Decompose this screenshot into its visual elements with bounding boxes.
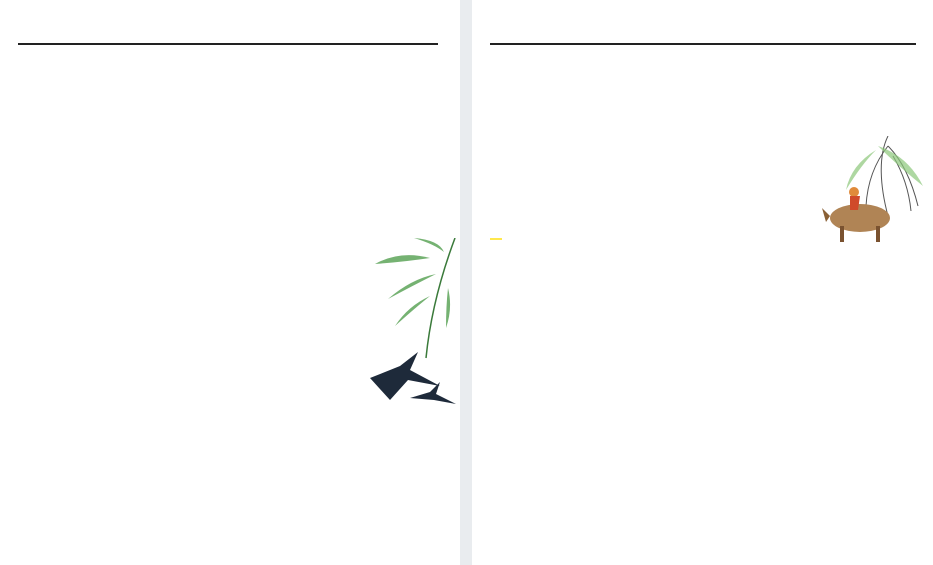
right-page	[472, 0, 933, 565]
bamboo-swallow-illustration	[360, 238, 460, 428]
left-page	[0, 0, 460, 565]
title-underline	[18, 43, 438, 45]
imitation-label	[490, 238, 502, 240]
herd-boy-ox-illustration	[818, 136, 928, 246]
title-underline-right	[490, 43, 916, 45]
page-gap	[460, 0, 472, 565]
